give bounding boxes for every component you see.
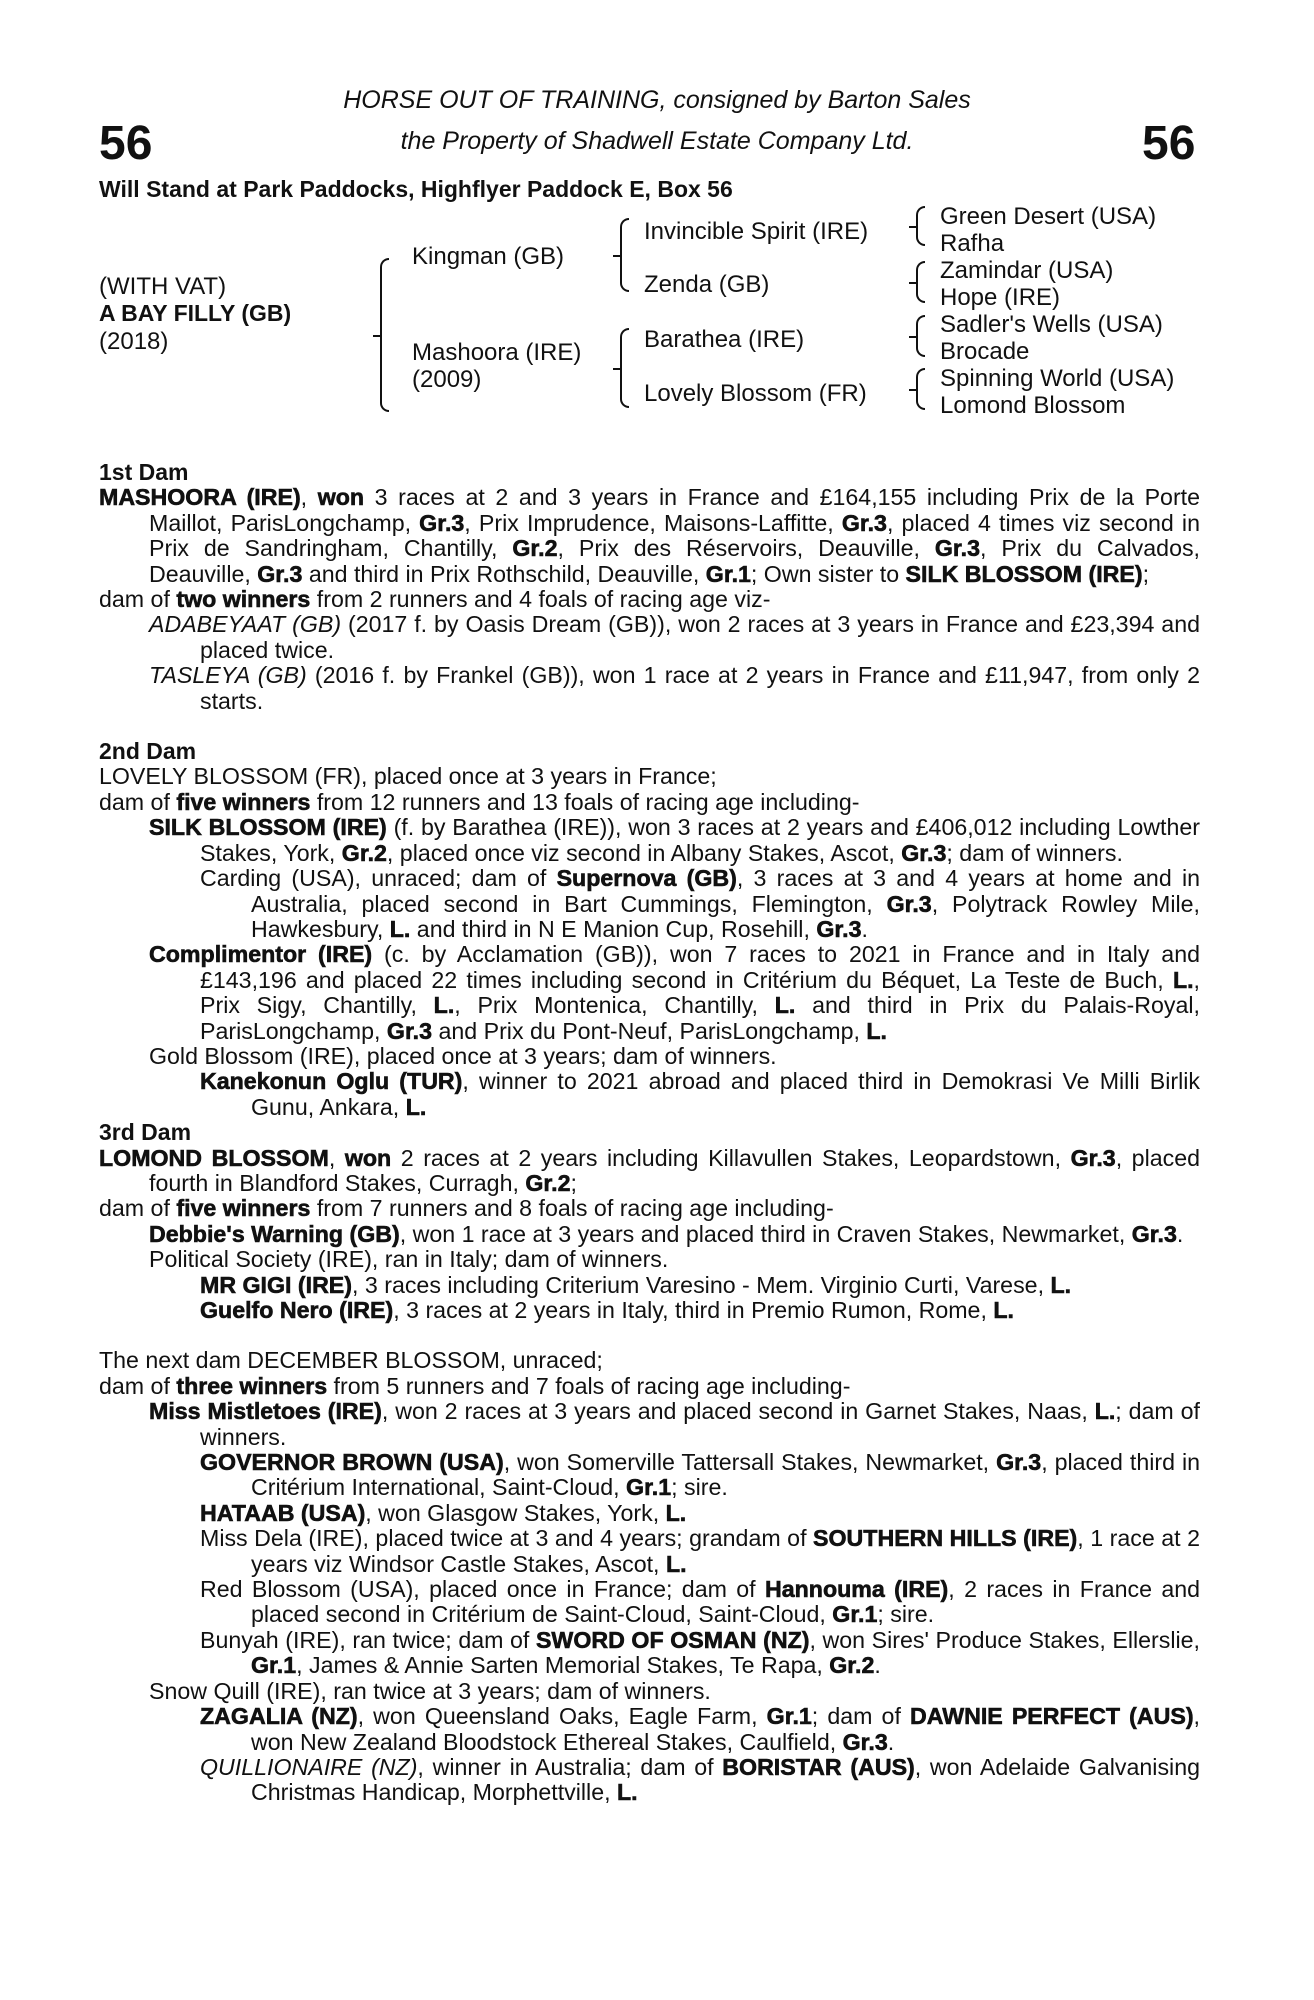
produce-red-blossom: Red Blossom (USA), placed once in France; dam of Hannouma (IRE), 2 races in France and placed second in Critérium de Saint-Cloud, Saint-Cloud, Gr.1; sire. <box>200 1576 1201 1628</box>
pedigree-sire: Kingman (GB) <box>412 243 565 270</box>
produce-adabeyaat: ADABEYAAT (GB) (2017 f. by Oasis Dream (GB)), won 2 races at 3 years in France and £23,394 and placed twice. <box>149 611 1200 663</box>
header-consignor: HORSE OUT OF TRAINING, consigned by Barton Sales <box>343 86 971 114</box>
pedigree-dam: Mashoora (IRE) <box>412 339 582 366</box>
pedigree-sss: Green Desert (USA) <box>940 203 1157 230</box>
first-dam-heading: 1st Dam <box>99 459 189 485</box>
pedigree-ssd: Rafha <box>940 230 1005 257</box>
second-dam-entry: LOVELY BLOSSOM (FR), placed once at 3 years in France; <box>99 763 717 790</box>
pedigree-brace-main <box>380 258 389 412</box>
second-dam-heading: 2nd Dam <box>99 738 197 765</box>
produce-carding: Carding (USA), unraced; dam of Supernova (GB), 3 races at 3 and 4 years at home and in Australia, placed second in Bart Cummings, Flemington, Gr.3, Polytrack Rowley Mile, Hawkesbury, L. and third in N E Manion Cup, Rosehill, Gr.3. <box>200 865 1200 942</box>
next-dam-entry: The next dam DECEMBER BLOSSOM, unraced; <box>99 1347 603 1374</box>
produce-kanekonun-oglu: Kanekonun Oglu (TUR), winner to 2021 abroad and placed third in Demokrasi Ve Milli Birlik Gunu, Ankara, L. <box>200 1068 1200 1120</box>
header-property: the Property of Shadwell Estate Company Ltd. <box>400 127 914 155</box>
produce-bunyah: Bunyah (IRE), ran twice; dam of SWORD OF OSMAN (NZ), won Sires' Produce Stakes, Ellerslie, Gr.1, James & Annie Sarten Memorial Stakes, Te Rapa, Gr.2. <box>200 1626 1200 1679</box>
pedigree-sdd: Hope (IRE) <box>940 284 1061 311</box>
pedigree-sire-dam: Zenda (GB) <box>644 271 770 298</box>
pedigree-brace-dam <box>620 328 629 408</box>
pedigree-brace-dd <box>916 368 925 410</box>
first-dam-entry: MASHOORA (IRE), won 3 races at 2 and 3 years in France and £164,155 including Prix de la Porte Maillot, ParisLongchamp, Gr.3, Prix Imprudence, Maisons-Laffitte, Gr.3, placed 4 times viz second in Prix de Sandringham, Chantilly, Gr.2, Prix des Réservoirs, Deauville, Gr.3, Prix du Calvados, Deauville, Gr.3 and third in Prix Rothschild, Deauville, Gr.1; Own sister to SILK BLOSSOM (IRE); <box>99 484 1201 587</box>
produce-miss-mistletoes: Miss Mistletoes (IRE), won 2 races at 3 years and placed second in Garnet Stakes, Naas, L.; dam of winners. <box>149 1398 1200 1450</box>
produce-complimentor: Complimentor (IRE) (c. by Acclamation (GB)), won 7 races to 2021 in France and in Italy and £143,196 and placed 22 times including second in Critérium du Béquet, La Teste de Buch, L., Prix Sigy, Chantilly, L., Prix Montenica, Chantilly, L. and third in Prix du Palais-Royal, ParisLongchamp, Gr.3 and Prix du Pont-Neuf, ParisLongchamp, L. <box>149 941 1200 1044</box>
pedigree-dam-year: (2009) <box>412 366 482 393</box>
pedigree-brace-sire <box>620 218 629 292</box>
pedigree-ddd: Lomond Blossom <box>940 392 1126 419</box>
produce-silk-blossom: SILK BLOSSOM (IRE) (f. by Barathea (IRE)), won 3 races at 2 years and £406,012 including Lowther Stakes, York, Gr.2, placed once viz second in Albany Stakes, Ascot, Gr.3; dam of winners. <box>149 814 1200 866</box>
produce-debbies-warning: Debbie's Warning (GB), won 1 race at 3 years and placed third in Craven Stakes, Newmarket, Gr.3. <box>149 1220 1184 1247</box>
pedigree-brace-ss <box>916 206 925 246</box>
horse-year: (2018) <box>99 328 169 355</box>
produce-zagalia: ZAGALIA (NZ), won Queensland Oaks, Eagle Farm, Gr.1; dam of DAWNIE PERFECT (AUS), won New Zealand Bloodstock Ethereal Stakes, Caulfield, Gr.3. <box>200 1703 1200 1755</box>
produce-gold-blossom: Gold Blossom (IRE), placed once at 3 years; dam of winners. <box>149 1042 777 1069</box>
pedigree-dds: Spinning World (USA) <box>940 365 1175 392</box>
second-dam-produce-summary: dam of five winners from 12 runners and 13 foals of racing age including- <box>99 788 860 815</box>
vat-note: (WITH VAT) <box>99 273 227 300</box>
next-dam-produce-summary: dam of three winners from 5 runners and 7 foals of racing age including- <box>99 1372 851 1399</box>
produce-mr-gigi: MR GIGI (IRE), 3 races including Criterium Varesino - Mem. Virginio Curti, Varese, L. <box>200 1271 1072 1298</box>
produce-snow-quill: Snow Quill (IRE), ran twice at 3 years; dam of winners. <box>149 1677 711 1704</box>
lot-number-right: 56 <box>1142 117 1196 170</box>
horse-name: A BAY FILLY (GB) <box>99 300 292 326</box>
third-dam-entry: LOMOND BLOSSOM, won 2 races at 2 years including Killavullen Stakes, Leopardstown, Gr.3, placed fourth in Blandford Stakes, Curragh, Gr.2; <box>99 1144 1201 1196</box>
pedigree-sire-sire: Invincible Spirit (IRE) <box>644 218 869 245</box>
pedigree-brace-sd <box>916 261 925 303</box>
produce-guelfo-nero: Guelfo Nero (IRE), 3 races at 2 years in Italy, third in Premio Rumon, Rome, L. <box>200 1297 1014 1323</box>
stand-location: Will Stand at Park Paddocks, Highflyer Paddock E, Box 56 <box>99 176 733 202</box>
first-dam-produce-summary: dam of two winners from 2 runners and 4 foals of racing age viz- <box>99 586 771 613</box>
produce-miss-dela: Miss Dela (IRE), placed twice at 3 and 4 years; grandam of SOUTHERN HILLS (IRE), 1 race at 2 years viz Windsor Castle Stakes, Ascot, L. <box>200 1525 1201 1577</box>
pedigree-dam-dam: Lovely Blossom (FR) <box>644 380 867 407</box>
third-dam-heading: 3rd Dam <box>99 1119 192 1146</box>
produce-governor-brown: GOVERNOR BROWN (USA), won Somerville Tattersall Stakes, Newmarket, Gr.3, placed third in Critérium International, Saint-Cloud, Gr.1; sire. <box>200 1449 1200 1501</box>
produce-hataab: HATAAB (USA), won Glasgow Stakes, York, L. <box>200 1499 687 1526</box>
pedigree-dss: Sadler's Wells (USA) <box>940 311 1163 338</box>
third-dam-produce-summary: dam of five winners from 7 runners and 8 foals of racing age including- <box>99 1195 834 1222</box>
pedigree-brace-ds <box>916 315 925 357</box>
lot-number-left: 56 <box>99 117 153 170</box>
produce-political-society: Political Society (IRE), ran in Italy; dam of winners. <box>149 1246 669 1273</box>
pedigree-sds: Zamindar (USA) <box>940 257 1114 284</box>
catalogue-body <box>99 460 1200 1806</box>
pedigree-dsd: Brocade <box>940 338 1030 365</box>
produce-tasleya: TASLEYA (GB) (2016 f. by Frankel (GB)), won 1 race at 2 years in France and £11,947, from only 2 starts. <box>149 662 1200 714</box>
produce-quillionaire: QUILLIONAIRE (NZ), winner in Australia; dam of BORISTAR (AUS), won Adelaide Galvanising Christmas Handicap, Morphettville, L. <box>200 1753 1200 1806</box>
pedigree-dam-sire: Barathea (IRE) <box>644 326 805 353</box>
